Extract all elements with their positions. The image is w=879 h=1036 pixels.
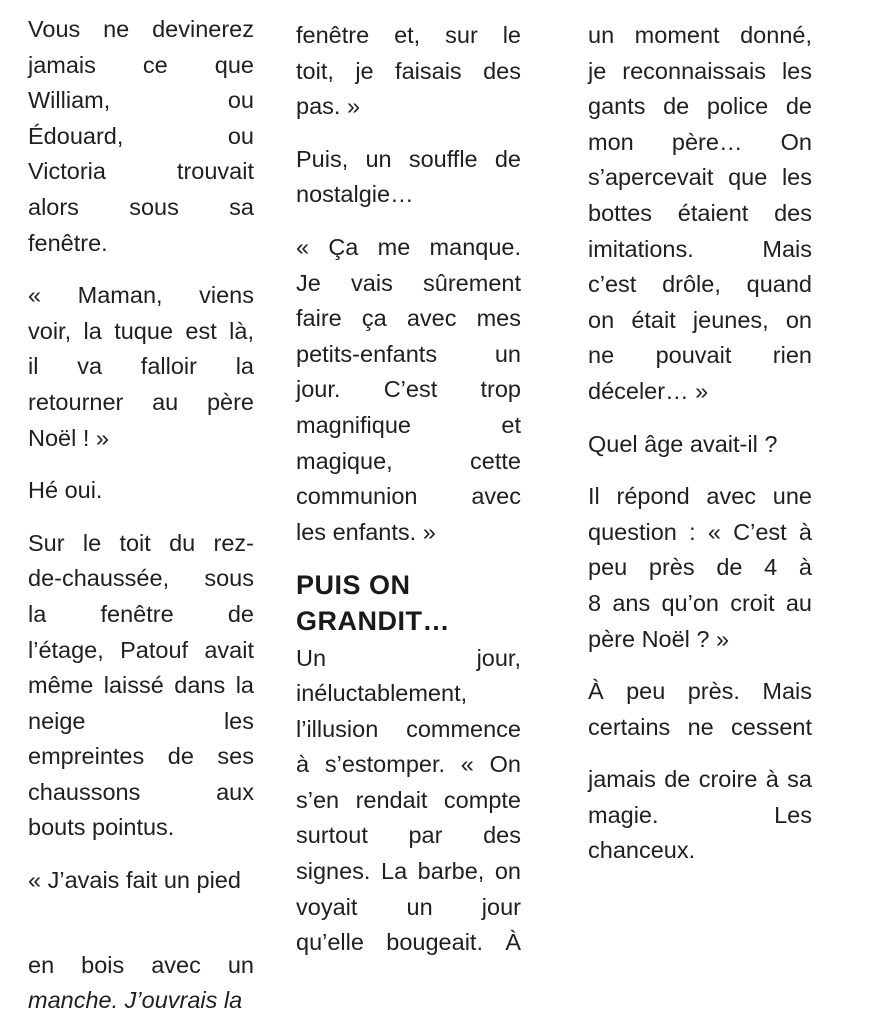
text-line: même laissé dans la: [28, 672, 254, 699]
text-line: fenêtre et, sur le: [296, 22, 521, 48]
text-line: la fenêtre de: [28, 600, 254, 627]
paragraph: [588, 427, 812, 463]
text-line: à s’estomper. « On: [296, 751, 521, 778]
text-line: Je vais sûrement: [296, 269, 521, 296]
text-line: nostalgie…: [296, 181, 414, 208]
text-line: bottes étaient des: [588, 199, 812, 226]
text-line: jour. C’est trop: [296, 376, 521, 403]
text-line: fenêtre.: [28, 229, 108, 256]
text-line: voir, la tuque est là,: [28, 317, 254, 344]
article-column-3: [588, 18, 812, 886]
text-line: voyait un jour: [296, 893, 521, 920]
text-line: Édouard, ou: [28, 122, 254, 149]
text-line: Quel âge avait-il ?: [588, 430, 778, 457]
text-line: il va falloir la: [28, 353, 254, 380]
text-line: neige les: [28, 707, 254, 734]
spacer: [28, 916, 254, 948]
text-line: À peu près. Mais: [588, 678, 812, 705]
paragraph: [28, 473, 254, 509]
text-line: en bois avec un: [28, 951, 254, 978]
text-line: surtout par des: [296, 822, 521, 849]
paragraph: [588, 762, 812, 869]
text-line: de-chaussée, sous: [28, 565, 254, 592]
paragraph: [296, 18, 521, 125]
paragraph: [296, 230, 521, 550]
heading-line: PUIS ON: [296, 570, 411, 601]
text-line: Un jour,: [296, 644, 521, 671]
text-line: William, ou: [28, 87, 254, 114]
text-line: un moment donné,: [588, 22, 812, 48]
article-column-1: [28, 12, 254, 1036]
text-line: magique, cette: [296, 447, 521, 474]
text-line: imitations. Mais: [588, 235, 812, 262]
text-line: ne pouvait rien: [588, 342, 812, 369]
text-line: Sur le toit du rez-: [28, 529, 254, 556]
text-line: c’est drôle, quand: [588, 271, 812, 298]
text-line: faire ça avec mes: [296, 305, 521, 332]
paragraph: [28, 278, 254, 456]
article-column-2: [296, 18, 521, 978]
paragraph: [28, 526, 254, 846]
text-line: 8 ans qu’on croit au: [588, 589, 812, 616]
text-line: « Ça me manque.: [296, 233, 521, 260]
text-line: peu près de 4 à: [588, 554, 812, 581]
paragraph: [296, 641, 521, 961]
paragraph: [296, 142, 521, 213]
text-line: je reconnaissais les: [588, 57, 812, 84]
text-line: signes. La barbe, on: [296, 858, 521, 885]
text-line: Puis, un souffle de: [296, 145, 521, 172]
text-line: [28, 983, 254, 1019]
text-line: empreintes de ses: [28, 743, 254, 770]
text-line: on était jeunes, on: [588, 306, 812, 333]
text-line: chanceux.: [588, 837, 696, 864]
text-line: Vous ne devinerez: [28, 16, 254, 42]
paragraph: [588, 18, 812, 410]
text-line: qu’elle bougeait. À: [296, 929, 521, 956]
text-line: jamais ce que: [28, 51, 254, 78]
text-line: les enfants. »: [296, 518, 436, 545]
text-line: petits-enfants un: [296, 340, 521, 367]
text-line: s’apercevait que les: [588, 164, 812, 191]
text-line: déceler… »: [588, 377, 709, 404]
text-line: mon père… On: [588, 128, 812, 155]
text-line: magie. Les: [588, 801, 812, 828]
text-line: s’en rendait compte: [296, 786, 521, 813]
text-line: l’étage, Patouf avait: [28, 636, 254, 663]
text-line: Victoria trouvait: [28, 158, 254, 185]
text-line: Il répond avec une: [588, 483, 812, 510]
text-line: inéluctablement,: [296, 680, 468, 707]
text-line: « Maman, viens: [28, 282, 254, 309]
heading-line: GRANDIT…: [296, 605, 450, 636]
text-line: pas. »: [296, 93, 361, 120]
paragraph: [588, 479, 812, 657]
text-line: magnifique et: [296, 411, 521, 438]
text-line: bouts pointus.: [28, 814, 175, 841]
text-line: question : « C’est à: [588, 518, 812, 545]
paragraph: [588, 674, 812, 745]
text-line: alors sous sa: [28, 193, 254, 220]
paragraph: [28, 948, 254, 1019]
text-line: toit, je faisais des: [296, 57, 521, 84]
paragraph: [28, 863, 254, 899]
section-heading: [296, 567, 521, 638]
text-line: certains ne cessent: [588, 713, 812, 740]
text-line: retourner au père: [28, 388, 254, 415]
paragraph: [28, 12, 254, 261]
italic-text: manche. J’ouvrais la: [28, 987, 243, 1014]
text-line: communion avec: [296, 483, 521, 510]
text-line: Noël ! »: [28, 424, 109, 451]
text-line: chaussons aux: [28, 778, 254, 805]
text-line: Hé oui.: [28, 477, 103, 504]
text-line: « J’avais fait un pied: [28, 867, 241, 894]
text-line: père Noël ? »: [588, 625, 730, 652]
text-line: gants de police de: [588, 93, 812, 120]
text-line: jamais de croire à sa: [588, 766, 812, 793]
text-line: l’illusion commence: [296, 715, 521, 742]
